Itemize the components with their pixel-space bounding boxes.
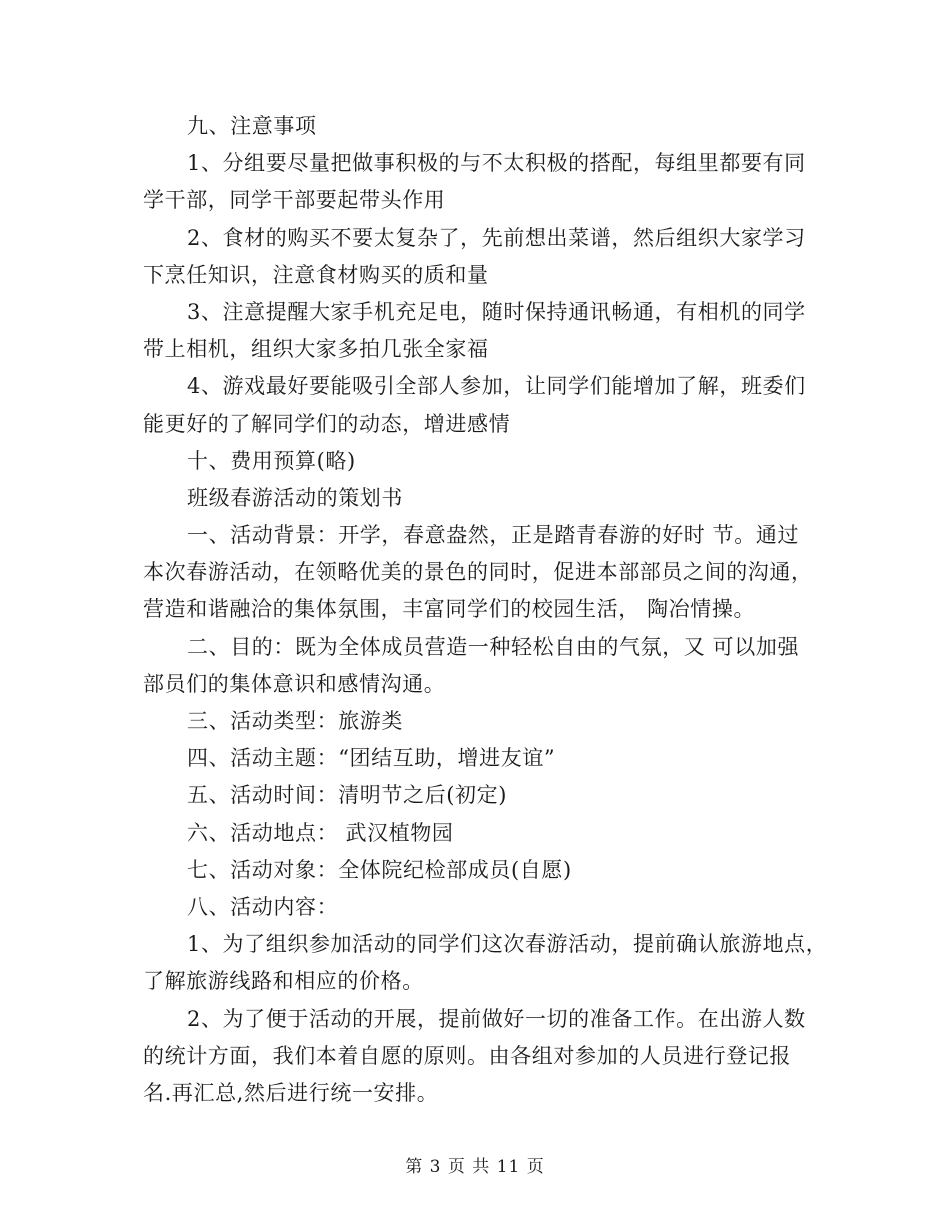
section-heading-budget: 十、费用预算(略) — [187, 448, 356, 473]
document-body — [143, 108, 828, 1112]
paragraph-line: 能更好的了解同学们的动态，增进感情 — [143, 411, 511, 436]
paragraph-line: 五、活动时间：清明节之后(初定) — [187, 783, 507, 808]
paragraph-line: 了解旅游线路和相应的价格。 — [143, 969, 424, 994]
section-heading-content: 八、活动内容： — [187, 894, 339, 919]
paragraph-line: 2、食材的购买不要太复杂了，先前想出菜谱，然后组织大家学习 — [187, 225, 806, 250]
paragraph-line: 一、活动背景：开学，春意盎然，正是踏青春游的好时 节。通过 — [187, 523, 800, 548]
paragraph-line: 3、注意提醒大家手机充足电，随时保持通讯畅通，有相机的同学 — [187, 299, 806, 324]
paragraph-line: 三、活动类型：旅游类 — [187, 709, 403, 733]
paragraph-line: 营造和谐融洽的集体氛围，丰富同学们的校园生活， 陶冶情操。 — [143, 597, 756, 622]
paragraph-line: 学干部，同学干部要起带头作用 — [143, 188, 446, 213]
paragraph-line: 的统计方面，我们本着自愿的原则。由各组对参加的人员进行登记报 — [143, 1043, 791, 1068]
document-title: 班级春游活动的策划书 — [187, 485, 403, 510]
paragraph-line: 2、为了便于活动的开展，提前做好一切的准备工作。在出游人数 — [187, 1006, 806, 1031]
paragraph-line: 本次春游活动，在领略优美的景色的同时，促进本部部员之间的沟通， — [143, 560, 813, 585]
paragraph-line: 部员们的集体意识和感情沟通。 — [143, 671, 446, 696]
paragraph-line: 二、目的：既为全体成员营造一种轻松自由的气氛，又 可以加强 — [187, 634, 800, 659]
paragraph-line: 1、为了组织参加活动的同学们这次春游活动，提前确认旅游地点， — [187, 932, 828, 957]
paragraph-line: 六、活动地点： 武汉植物园 — [187, 820, 454, 845]
paragraph-line: 下烹任知识，注意食材购买的质和量 — [143, 262, 489, 287]
page-number-footer: 第 3 页 共 11 页 — [405, 1157, 545, 1177]
section-heading-precautions: 九、注意事项 — [187, 114, 317, 138]
paragraph-line: 七、活动对象：全体院纪检部成员(自愿) — [187, 857, 572, 882]
paragraph-line: 4、游戏最好要能吸引全部人参加，让同学们能增加了解，班委们 — [187, 374, 806, 399]
paragraph-line: 名.再汇总,然后进行统一安排。 — [143, 1080, 439, 1105]
paragraph-line: 四、活动主题：“团结互助，增进友谊” — [187, 746, 556, 771]
paragraph-line: 带上相机，组织大家多拍几张全家福 — [143, 337, 489, 362]
paragraph-line: 1、分组要尽量把做事积极的与不太积极的搭配，每组里都要有同 — [187, 151, 806, 176]
